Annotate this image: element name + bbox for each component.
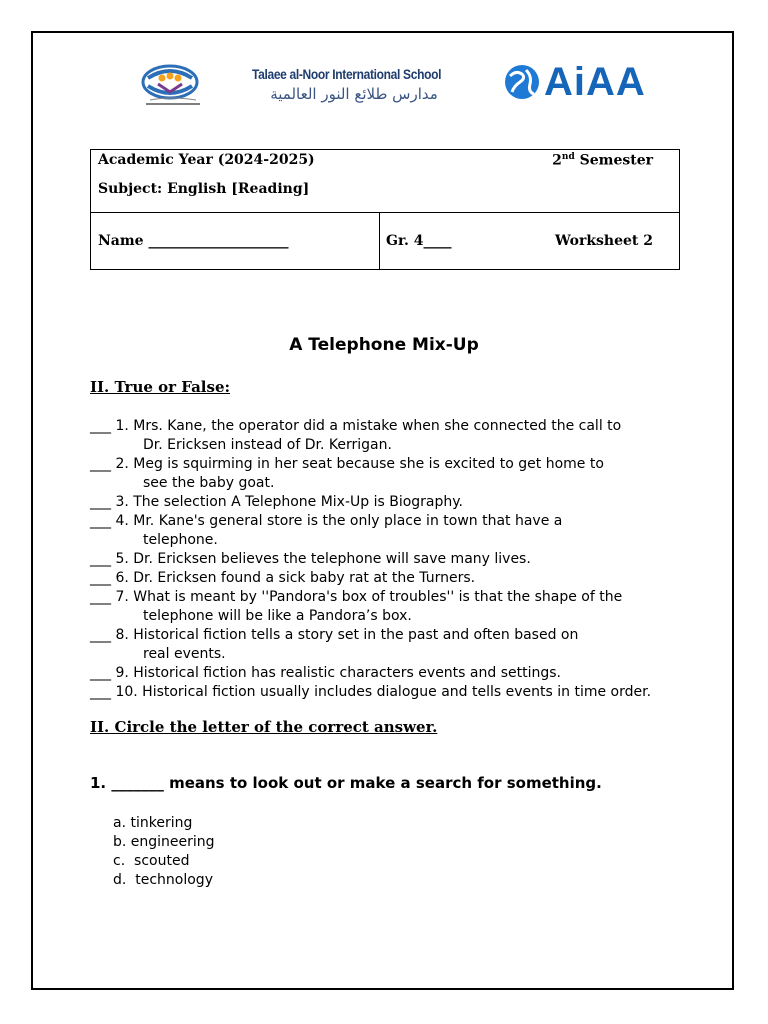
page-title: A Telephone Mix-Up (289, 335, 479, 355)
document-header (104, 48, 664, 116)
mcq-question: 1. _______ means to look out or make a search for something. (90, 774, 602, 792)
mcq-options (113, 814, 215, 890)
aiaa-globe-icon (502, 62, 542, 102)
true-false-item: ___ 8. Historical fiction tells a story set in the past and often based on (90, 627, 579, 643)
mcq-option[interactable]: d. technology (113, 872, 213, 888)
school-name-arabic: مدارس طلائع النور العالمية (270, 85, 438, 103)
section-true-false-heading: II. True or False: (90, 378, 231, 396)
school-logo-icon (140, 60, 212, 110)
name-field[interactable]: Name ____________________ (98, 233, 289, 249)
subject-label: Subject: English [Reading] (98, 181, 310, 197)
section-mcq-heading: II. Circle the letter of the correct answer. (90, 718, 438, 736)
mcq-option[interactable]: a. tinkering (113, 815, 193, 831)
grade-field[interactable]: Gr. 4____ (386, 233, 452, 249)
true-false-item: ___ 5. Dr. Ericksen believes the telephone will save many lives. (90, 551, 531, 567)
true-false-item: ___ 1. Mrs. Kane, the operator did a mistake when she connected the call to (90, 418, 622, 434)
true-false-item-continuation: telephone will be like a Pandora’s box. (143, 608, 412, 624)
name-cell (91, 213, 380, 270)
true-false-item: ___ 3. The selection A Telephone Mix-Up is Biography. (90, 494, 464, 510)
academic-year: Academic Year (2024-2025) (98, 152, 315, 168)
true-false-item: ___ 2. Meg is squirming in her seat because she is excited to get home to (90, 456, 604, 472)
true-false-item: ___ 9. Historical fiction has realistic characters events and settings. (90, 665, 561, 681)
worksheet-label: Worksheet 2 (555, 233, 653, 249)
true-false-item: ___ 4. Mr. Kane's general store is the only place in town that have a (90, 513, 563, 529)
true-false-item-continuation: telephone. (143, 532, 218, 548)
mcq-option[interactable]: b. engineering (113, 834, 215, 850)
true-false-list (90, 417, 730, 702)
mcq-option[interactable]: c. scouted (113, 853, 190, 869)
grade-cell (380, 213, 680, 270)
true-false-item-continuation: see the baby goat. (143, 475, 275, 491)
info-top-cell (91, 150, 680, 213)
true-false-item: ___ 6. Dr. Ericksen found a sick baby rat at the Turners. (90, 570, 476, 586)
true-false-item-continuation: Dr. Ericksen instead of Dr. Kerrigan. (143, 437, 392, 453)
true-false-item: ___ 7. What is meant by ''Pandora's box of troubles'' is that the shape of the (90, 589, 623, 605)
semester-label: 2nd Semester (552, 152, 653, 169)
school-name-english: Talaee al-Noor International School (252, 66, 442, 82)
aiaa-logo-text: AiAA (544, 60, 646, 104)
student-info-table (90, 149, 680, 270)
true-false-item: ___ 10. Historical fiction usually includes dialogue and tells events in time order. (90, 684, 652, 700)
true-false-item-continuation: real events. (143, 646, 226, 662)
